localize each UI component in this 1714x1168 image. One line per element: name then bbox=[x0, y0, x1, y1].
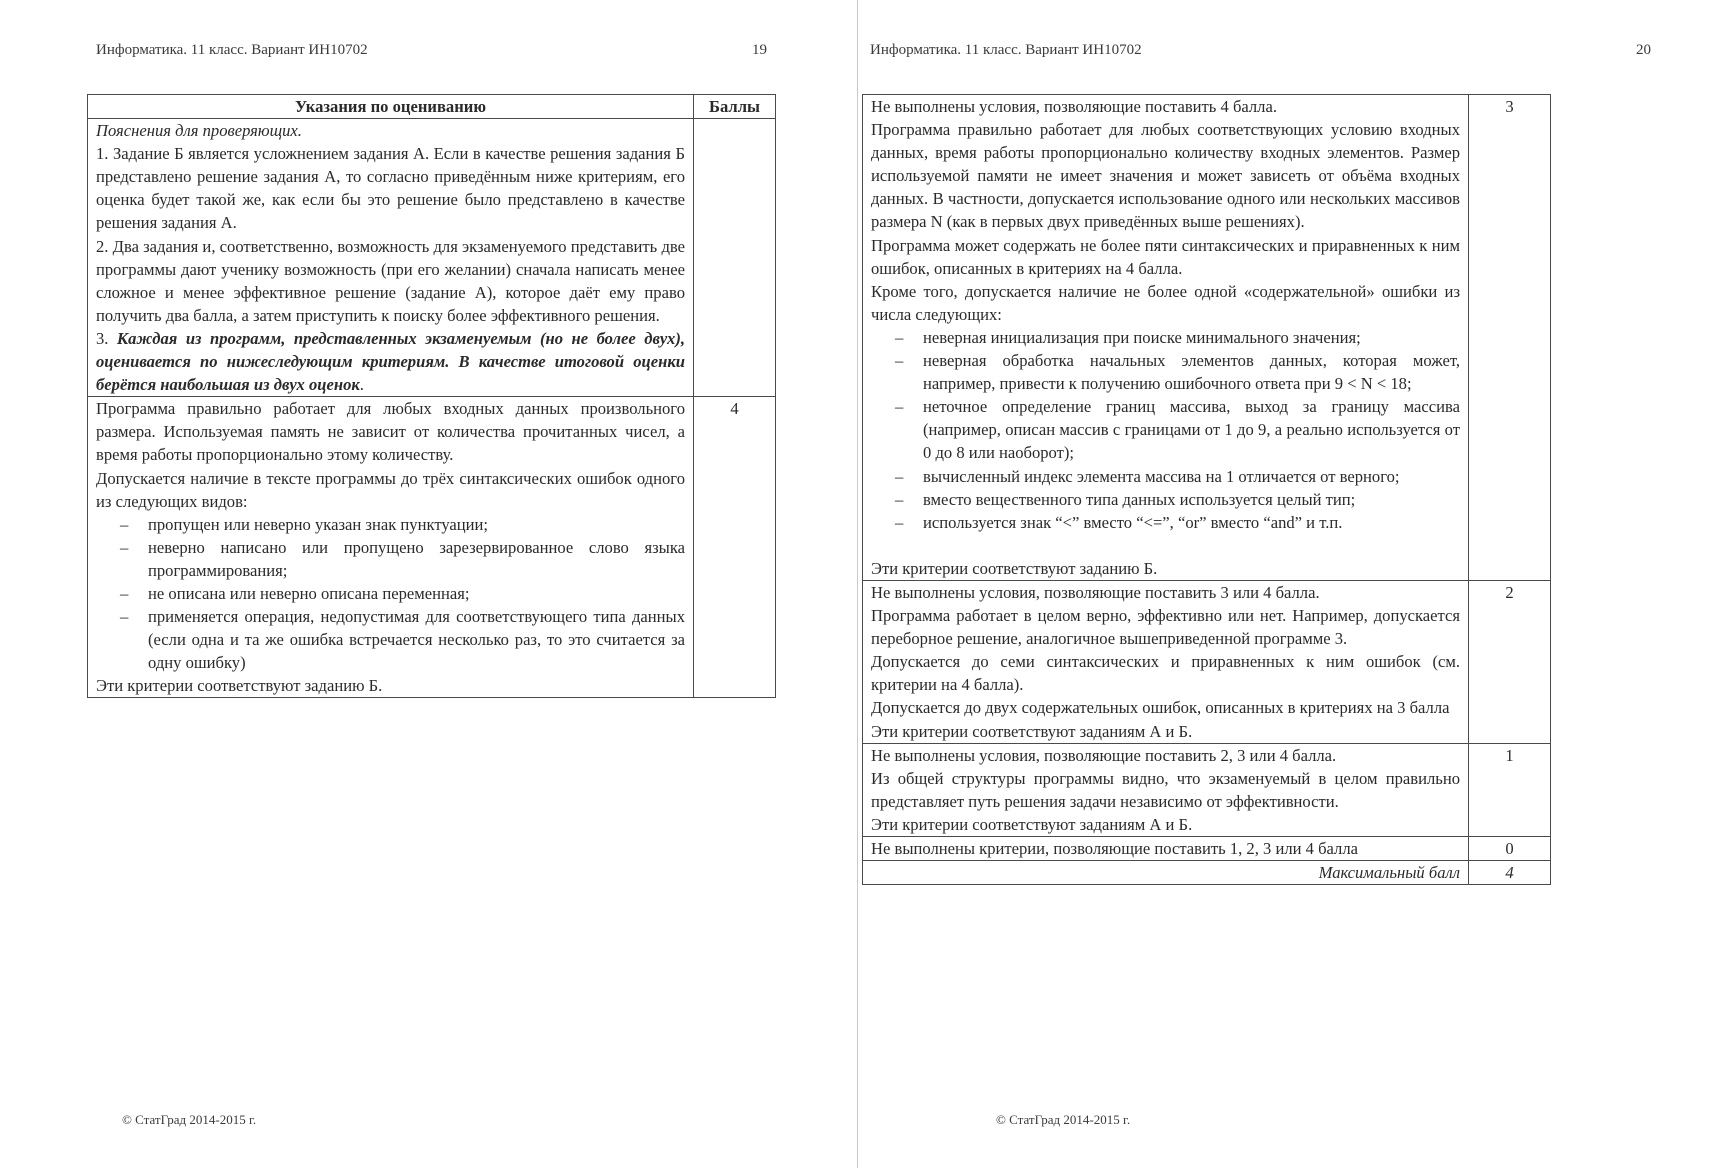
criteria-row-0 bbox=[863, 837, 1551, 861]
criteria-3-paragraph-2: Программа может содержать не более пяти синтаксических и приравненных к ним ошибок, описанных в критериях на 4 балла. bbox=[871, 235, 1460, 278]
notes-cell bbox=[88, 119, 694, 397]
table-header-row bbox=[88, 95, 776, 119]
criteria-3-error-list bbox=[871, 326, 1460, 534]
blank-line bbox=[871, 534, 1460, 557]
criteria-3-points: 3 bbox=[1469, 95, 1551, 581]
criteria-2-points: 2 bbox=[1469, 580, 1551, 743]
left-grading-table bbox=[87, 94, 776, 698]
criteria-2-paragraph-1: Программа работает в целом верно, эффективно или нет. Например, допускается переборное решение, аналогичное вышеприведенной программе 3. bbox=[871, 606, 1460, 649]
criteria-2-condition: Не выполнены условия, позволяющие поставить 3 или 4 балла. bbox=[871, 582, 1320, 602]
criteria-4-points: 4 bbox=[694, 397, 776, 698]
criteria-3-cell bbox=[863, 95, 1469, 581]
criteria-row-3 bbox=[863, 95, 1551, 581]
list-item: – используется знак “<” вместо “<=”, “or” вместо “and” и т.п. bbox=[871, 511, 1460, 534]
note-3-prefix: 3. bbox=[96, 328, 117, 348]
note-2: 2. Два задания и, соответственно, возможность для экзаменуемого представить две программы дают ученику возможность (при его желании) сначала написать менее сложное и менее эффективное решение (задание А), которое даёт ему право получить два балла, а затем приступить к поиску более эффективного решения. bbox=[96, 236, 685, 325]
notes-heading: Пояснения для проверяющих. bbox=[96, 121, 302, 141]
right-page bbox=[858, 0, 1714, 1168]
criteria-column-header: Указания по оцениванию bbox=[88, 95, 694, 119]
left-page-header: Информатика. 11 класс. Вариант ИН10702 bbox=[96, 42, 368, 58]
max-score-row bbox=[863, 861, 1551, 885]
criteria-4-paragraph-1: Программа правильно работает для любых входных данных произвольного размера. Используемая память не зависит от количества прочитанных чисел, а время работы пропорционально этому количеству. bbox=[96, 399, 685, 465]
criteria-4-closing: Эти критерии соответствуют заданию Б. bbox=[96, 676, 383, 696]
criteria-4-cell bbox=[88, 397, 694, 698]
note-3 bbox=[96, 327, 685, 396]
points-column-header: Баллы bbox=[694, 95, 776, 119]
note-3-emphasis: Каждая из программ, представленных экзаменуемым (но не более двух), оценивается по нижеследующим критериям. В качестве итоговой оценки берётся наибольшая из двух оценок bbox=[96, 328, 685, 395]
criteria-0-points: 0 bbox=[1469, 837, 1551, 861]
criteria-0-cell bbox=[863, 837, 1469, 861]
criteria-1-paragraph-1: Из общей структуры программы видно, что экзаменуемый в целом правильно представляет путь решения задачи независимо от эффективности. bbox=[871, 768, 1460, 811]
list-item: – неверная инициализация при поиске минимального значения; bbox=[871, 326, 1460, 349]
list-item: – неточное определение границ массива, выход за границу массива (например, описан массив с границами от 1 до 9, а реально используется от 0 до 8 или наоборот); bbox=[871, 395, 1460, 464]
list-item: – не описана или неверно описана переменная; bbox=[96, 582, 685, 605]
criteria-4-error-list bbox=[96, 513, 685, 675]
criteria-3-paragraph-3: Кроме того, допускается наличие не более одной «содержательной» ошибки из числа следующих: bbox=[871, 281, 1460, 324]
max-score-label: Максимальный балл bbox=[863, 861, 1469, 885]
right-grading-table bbox=[862, 94, 1551, 885]
criteria-row-1 bbox=[863, 743, 1551, 836]
list-item: – пропущен или неверно указан знак пунктуации; bbox=[96, 513, 685, 536]
criteria-1-points: 1 bbox=[1469, 743, 1551, 836]
notes-points-cell bbox=[694, 119, 776, 397]
criteria-2-paragraph-3: Допускается до двух содержательных ошибок, описанных в критериях на 3 балла bbox=[871, 698, 1450, 718]
criteria-2-closing: Эти критерии соответствуют заданиям А и Б. bbox=[871, 721, 1193, 741]
criteria-0-condition: Не выполнены критерии, позволяющие поставить 1, 2, 3 или 4 балла bbox=[871, 839, 1358, 858]
notes-row bbox=[88, 119, 776, 397]
list-item: – применяется операция, недопустимая для соответствующего типа данных (если одна и та же ошибка встречается несколько раз, то это считается за одну ошибку) bbox=[96, 605, 685, 674]
criteria-4-paragraph-2: Допускается наличие в тексте программы до трёх синтаксических ошибок одного из следующих видов: bbox=[96, 468, 685, 511]
list-item: – вычисленный индекс элемента массива на 1 отличается от верного; bbox=[871, 465, 1460, 488]
right-page-footer: © СтатГрад 2014-2015 г. bbox=[996, 1112, 1131, 1127]
right-page-number: 20 bbox=[1636, 42, 1651, 58]
criteria-2-cell bbox=[863, 580, 1469, 743]
criteria-2-paragraph-2: Допускается до семи синтаксических и приравненных к ним ошибок (см. критерии на 4 балла). bbox=[871, 652, 1460, 695]
note-1: 1. Задание Б является усложнением задания А. Если в качестве решения задания Б представлено решение задания А, то согласно приведённым ниже критериям, его оценка будет такой же, как если бы это решение было представлено в качестве решения задания А. bbox=[96, 144, 685, 233]
criteria-1-condition: Не выполнены условия, позволяющие поставить 2, 3 или 4 балла. bbox=[871, 745, 1337, 765]
criteria-row-2 bbox=[863, 580, 1551, 743]
max-score-value: 4 bbox=[1469, 861, 1551, 885]
criteria-3-paragraph-1: Программа правильно работает для любых соответствующих условию входных данных, время работы пропорционально количеству входных элементов. Размер используемой памяти не имеет значения и может зависеть от объёма входных данных. В частности, допускается использование одного или нескольких массивов размера N (как в первых двух приведённых выше решениях). bbox=[871, 120, 1460, 232]
note-3-end: . bbox=[359, 375, 364, 395]
list-item: – неверно написано или пропущено зарезервированное слово языка программирования; bbox=[96, 536, 685, 582]
criteria-3-closing: Эти критерии соответствуют заданию Б. bbox=[871, 558, 1158, 578]
left-page-footer: © СтатГрад 2014-2015 г. bbox=[122, 1112, 257, 1127]
left-page-number: 19 bbox=[752, 42, 767, 58]
right-page-header: Информатика. 11 класс. Вариант ИН10702 bbox=[870, 42, 1142, 58]
criteria-3-condition: Не выполнены условия, позволяющие поставить 4 балла. bbox=[871, 97, 1277, 116]
list-item: – вместо вещественного типа данных используется целый тип; bbox=[871, 488, 1460, 511]
list-item: – неверная обработка начальных элементов данных, которая может, например, привести к получению ошибочного ответа при 9 < N < 18; bbox=[871, 349, 1460, 395]
criteria-1-closing: Эти критерии соответствуют заданиям А и Б. bbox=[871, 814, 1193, 834]
criteria-1-cell bbox=[863, 743, 1469, 836]
criteria-row-4 bbox=[88, 397, 776, 698]
